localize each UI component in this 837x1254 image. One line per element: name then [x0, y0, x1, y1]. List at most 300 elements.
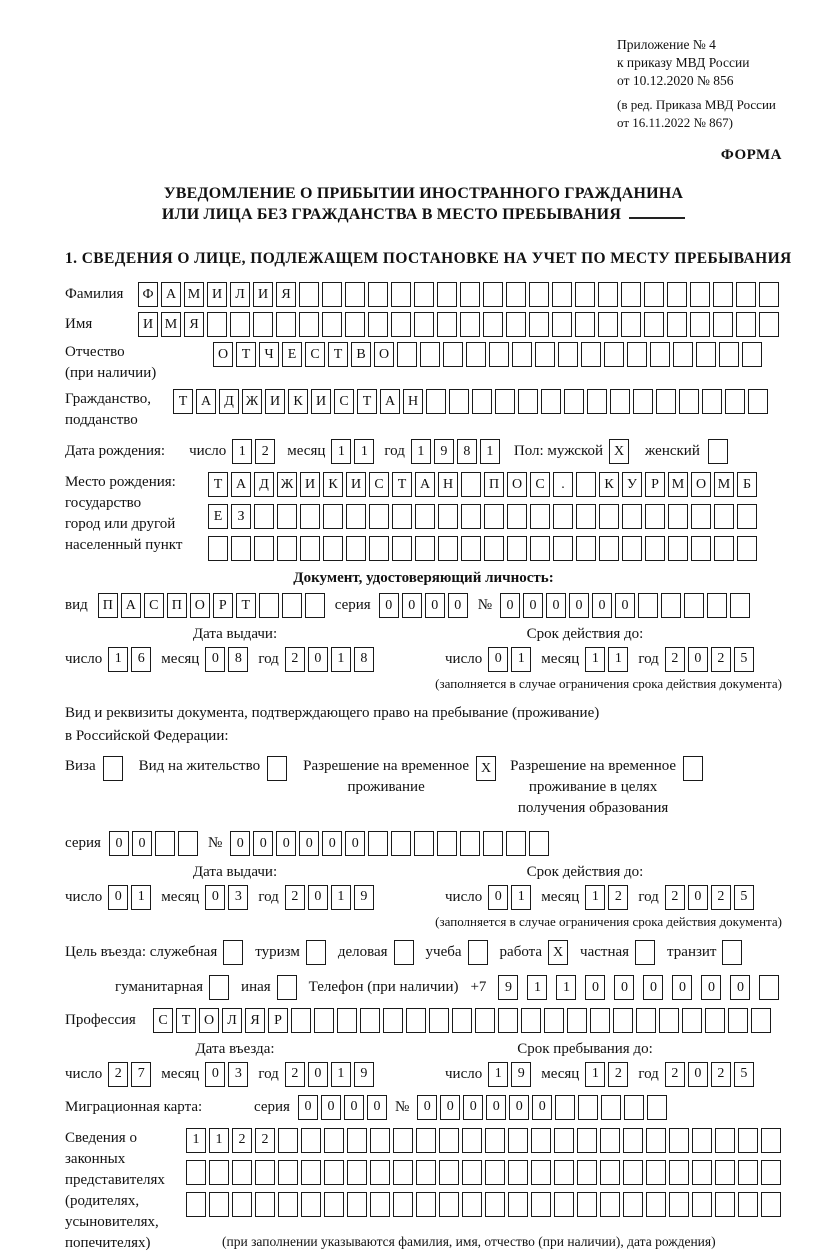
char-cell[interactable]: [186, 1160, 206, 1185]
char-cell[interactable]: 0: [321, 1095, 341, 1120]
checkbox-visa[interactable]: [103, 756, 123, 781]
char-cell[interactable]: [600, 1128, 620, 1153]
checkbox-purpose-private[interactable]: [635, 940, 655, 965]
char-cell[interactable]: 0: [488, 647, 508, 672]
char-cell[interactable]: Б: [737, 472, 757, 497]
char-cell[interactable]: О: [374, 342, 394, 367]
char-cell[interactable]: [728, 1008, 748, 1033]
char-cell[interactable]: Е: [282, 342, 302, 367]
char-cell[interactable]: [508, 1128, 528, 1153]
char-cell[interactable]: [742, 342, 762, 367]
char-cell[interactable]: 0: [615, 593, 635, 618]
char-cell[interactable]: 5: [734, 1062, 754, 1087]
char-cell[interactable]: 0: [205, 885, 225, 910]
char-cell[interactable]: 0: [614, 975, 634, 1000]
char-cell[interactable]: Е: [208, 504, 228, 529]
char-cell[interactable]: [759, 312, 779, 337]
char-cell[interactable]: М: [668, 472, 688, 497]
checkbox-temp-permit-edu[interactable]: [683, 756, 703, 781]
char-cell[interactable]: [541, 389, 561, 414]
char-cell[interactable]: О: [213, 342, 233, 367]
char-cell[interactable]: [483, 831, 503, 856]
char-cell[interactable]: 8: [457, 439, 477, 464]
char-cell[interactable]: [406, 1008, 426, 1033]
checkbox-purpose-other[interactable]: [277, 975, 297, 1000]
char-cell[interactable]: 2: [255, 1128, 275, 1153]
char-cell[interactable]: 0: [688, 1062, 708, 1087]
char-cell[interactable]: [460, 312, 480, 337]
char-cell[interactable]: 9: [498, 975, 518, 1000]
char-cell[interactable]: [420, 342, 440, 367]
char-cell[interactable]: [531, 1128, 551, 1153]
char-cell[interactable]: [462, 1128, 482, 1153]
char-cell[interactable]: [736, 312, 756, 337]
char-cell[interactable]: Т: [173, 389, 193, 414]
char-cell[interactable]: [646, 1128, 666, 1153]
char-cell[interactable]: [553, 536, 573, 561]
char-cell[interactable]: С: [305, 342, 325, 367]
char-cell[interactable]: 5: [734, 647, 754, 672]
char-cell[interactable]: 1: [331, 439, 351, 464]
char-cell[interactable]: Т: [236, 342, 256, 367]
char-cell[interactable]: 9: [354, 885, 374, 910]
char-cell[interactable]: 0: [701, 975, 721, 1000]
char-cell[interactable]: [623, 1160, 643, 1185]
char-cell[interactable]: [738, 1128, 758, 1153]
char-cell[interactable]: 1: [411, 439, 431, 464]
char-cell[interactable]: [576, 472, 596, 497]
char-cell[interactable]: 3: [228, 885, 248, 910]
char-cell[interactable]: 0: [402, 593, 422, 618]
char-cell[interactable]: [484, 504, 504, 529]
char-cell[interactable]: У: [622, 472, 642, 497]
char-cell[interactable]: [461, 536, 481, 561]
char-cell[interactable]: 9: [434, 439, 454, 464]
char-cell[interactable]: 1: [556, 975, 576, 1000]
checkbox-purpose-transit[interactable]: [722, 940, 742, 965]
char-cell[interactable]: 1: [480, 439, 500, 464]
char-cell[interactable]: [370, 1192, 390, 1217]
char-cell[interactable]: И: [207, 282, 227, 307]
checkbox-purpose-business[interactable]: [394, 940, 414, 965]
char-cell[interactable]: [668, 504, 688, 529]
char-cell[interactable]: [599, 504, 619, 529]
char-cell[interactable]: [707, 593, 727, 618]
char-cell[interactable]: [278, 1160, 298, 1185]
char-cell[interactable]: [259, 593, 279, 618]
char-cell[interactable]: [438, 536, 458, 561]
char-cell[interactable]: [622, 536, 642, 561]
char-cell[interactable]: Ф: [138, 282, 158, 307]
char-cell[interactable]: [346, 536, 366, 561]
char-cell[interactable]: [483, 312, 503, 337]
char-cell[interactable]: [346, 504, 366, 529]
char-cell[interactable]: 0: [592, 593, 612, 618]
char-cell[interactable]: [369, 536, 389, 561]
char-cell[interactable]: 0: [643, 975, 663, 1000]
checkbox-purpose-official[interactable]: [223, 940, 243, 965]
char-cell[interactable]: 1: [488, 1062, 508, 1087]
char-cell[interactable]: [759, 975, 779, 1000]
char-cell[interactable]: [656, 389, 676, 414]
char-cell[interactable]: [738, 1160, 758, 1185]
char-cell[interactable]: С: [153, 1008, 173, 1033]
char-cell[interactable]: [659, 1008, 679, 1033]
char-cell[interactable]: [452, 1008, 472, 1033]
char-cell[interactable]: [691, 504, 711, 529]
char-cell[interactable]: 0: [688, 885, 708, 910]
char-cell[interactable]: [529, 282, 549, 307]
char-cell[interactable]: [299, 282, 319, 307]
char-cell[interactable]: [276, 312, 296, 337]
char-cell[interactable]: [397, 342, 417, 367]
char-cell[interactable]: 2: [711, 647, 731, 672]
char-cell[interactable]: А: [380, 389, 400, 414]
char-cell[interactable]: 1: [209, 1128, 229, 1153]
char-cell[interactable]: [322, 282, 342, 307]
char-cell[interactable]: 6: [131, 647, 151, 672]
char-cell[interactable]: [391, 831, 411, 856]
char-cell[interactable]: [305, 593, 325, 618]
char-cell[interactable]: Ж: [277, 472, 297, 497]
char-cell[interactable]: [644, 282, 664, 307]
char-cell[interactable]: А: [415, 472, 435, 497]
char-cell[interactable]: 2: [665, 885, 685, 910]
char-cell[interactable]: [738, 1192, 758, 1217]
char-cell[interactable]: [610, 389, 630, 414]
char-cell[interactable]: И: [138, 312, 158, 337]
char-cell[interactable]: 0: [109, 831, 129, 856]
char-cell[interactable]: [577, 1192, 597, 1217]
char-cell[interactable]: А: [196, 389, 216, 414]
char-cell[interactable]: [484, 536, 504, 561]
char-cell[interactable]: [690, 282, 710, 307]
char-cell[interactable]: [323, 504, 343, 529]
char-cell[interactable]: [544, 1008, 564, 1033]
char-cell[interactable]: Т: [328, 342, 348, 367]
char-cell[interactable]: 1: [527, 975, 547, 1000]
char-cell[interactable]: [719, 342, 739, 367]
char-cell[interactable]: [483, 282, 503, 307]
char-cell[interactable]: [553, 504, 573, 529]
char-cell[interactable]: [391, 282, 411, 307]
char-cell[interactable]: [322, 312, 342, 337]
char-cell[interactable]: [645, 536, 665, 561]
char-cell[interactable]: [604, 342, 624, 367]
char-cell[interactable]: 1: [511, 647, 531, 672]
checkbox-male[interactable]: X: [609, 439, 629, 464]
char-cell[interactable]: [472, 389, 492, 414]
char-cell[interactable]: [521, 1008, 541, 1033]
char-cell[interactable]: 0: [345, 831, 365, 856]
char-cell[interactable]: [577, 1160, 597, 1185]
char-cell[interactable]: [692, 1160, 712, 1185]
char-cell[interactable]: 0: [448, 593, 468, 618]
char-cell[interactable]: [439, 1192, 459, 1217]
char-cell[interactable]: 0: [500, 593, 520, 618]
char-cell[interactable]: [555, 1095, 575, 1120]
char-cell[interactable]: 1: [108, 647, 128, 672]
char-cell[interactable]: [598, 282, 618, 307]
char-cell[interactable]: [392, 536, 412, 561]
char-cell[interactable]: [416, 1192, 436, 1217]
char-cell[interactable]: 2: [285, 885, 305, 910]
char-cell[interactable]: Н: [403, 389, 423, 414]
char-cell[interactable]: [460, 282, 480, 307]
char-cell[interactable]: Т: [208, 472, 228, 497]
char-cell[interactable]: 0: [425, 593, 445, 618]
checkbox-purpose-work[interactable]: X: [548, 940, 568, 965]
char-cell[interactable]: [277, 536, 297, 561]
char-cell[interactable]: [460, 831, 480, 856]
char-cell[interactable]: 8: [228, 647, 248, 672]
char-cell[interactable]: [368, 831, 388, 856]
char-cell[interactable]: [696, 342, 716, 367]
char-cell[interactable]: [282, 593, 302, 618]
char-cell[interactable]: 0: [108, 885, 128, 910]
char-cell[interactable]: [507, 536, 527, 561]
char-cell[interactable]: [623, 1128, 643, 1153]
char-cell[interactable]: [690, 312, 710, 337]
char-cell[interactable]: [360, 1008, 380, 1033]
char-cell[interactable]: [600, 1160, 620, 1185]
char-cell[interactable]: [337, 1008, 357, 1033]
char-cell[interactable]: [347, 1160, 367, 1185]
char-cell[interactable]: 0: [230, 831, 250, 856]
char-cell[interactable]: [599, 536, 619, 561]
char-cell[interactable]: 0: [523, 593, 543, 618]
char-cell[interactable]: [324, 1160, 344, 1185]
char-cell[interactable]: 0: [379, 593, 399, 618]
char-cell[interactable]: [646, 1192, 666, 1217]
char-cell[interactable]: [575, 312, 595, 337]
char-cell[interactable]: [437, 831, 457, 856]
char-cell[interactable]: С: [144, 593, 164, 618]
char-cell[interactable]: Т: [176, 1008, 196, 1033]
char-cell[interactable]: Л: [222, 1008, 242, 1033]
char-cell[interactable]: С: [334, 389, 354, 414]
char-cell[interactable]: Н: [438, 472, 458, 497]
char-cell[interactable]: [669, 1160, 689, 1185]
char-cell[interactable]: [461, 472, 481, 497]
char-cell[interactable]: 0: [440, 1095, 460, 1120]
char-cell[interactable]: [601, 1095, 621, 1120]
char-cell[interactable]: [529, 831, 549, 856]
char-cell[interactable]: 2: [608, 1062, 628, 1087]
char-cell[interactable]: 3: [228, 1062, 248, 1087]
char-cell[interactable]: [624, 1095, 644, 1120]
char-cell[interactable]: [439, 1128, 459, 1153]
char-cell[interactable]: [633, 389, 653, 414]
char-cell[interactable]: [531, 1192, 551, 1217]
char-cell[interactable]: [576, 536, 596, 561]
char-cell[interactable]: [737, 504, 757, 529]
char-cell[interactable]: 5: [734, 885, 754, 910]
char-cell[interactable]: [530, 536, 550, 561]
checkbox-purpose-tourism[interactable]: [306, 940, 326, 965]
char-cell[interactable]: 0: [509, 1095, 529, 1120]
char-cell[interactable]: [578, 1095, 598, 1120]
char-cell[interactable]: О: [190, 593, 210, 618]
char-cell[interactable]: [531, 1160, 551, 1185]
char-cell[interactable]: [278, 1192, 298, 1217]
char-cell[interactable]: [554, 1128, 574, 1153]
char-cell[interactable]: Л: [230, 282, 250, 307]
char-cell[interactable]: 0: [417, 1095, 437, 1120]
char-cell[interactable]: [414, 312, 434, 337]
char-cell[interactable]: [507, 504, 527, 529]
char-cell[interactable]: [647, 1095, 667, 1120]
char-cell[interactable]: [368, 282, 388, 307]
char-cell[interactable]: 2: [285, 647, 305, 672]
char-cell[interactable]: 1: [331, 1062, 351, 1087]
char-cell[interactable]: В: [351, 342, 371, 367]
char-cell[interactable]: [347, 1128, 367, 1153]
char-cell[interactable]: Р: [645, 472, 665, 497]
char-cell[interactable]: [485, 1192, 505, 1217]
char-cell[interactable]: [437, 312, 457, 337]
char-cell[interactable]: [761, 1160, 781, 1185]
char-cell[interactable]: Я: [184, 312, 204, 337]
char-cell[interactable]: [598, 312, 618, 337]
char-cell[interactable]: [299, 312, 319, 337]
char-cell[interactable]: [621, 312, 641, 337]
char-cell[interactable]: [415, 536, 435, 561]
char-cell[interactable]: М: [184, 282, 204, 307]
char-cell[interactable]: [443, 342, 463, 367]
char-cell[interactable]: [650, 342, 670, 367]
char-cell[interactable]: [621, 282, 641, 307]
char-cell[interactable]: [627, 342, 647, 367]
char-cell[interactable]: [552, 312, 572, 337]
char-cell[interactable]: [155, 831, 175, 856]
checkbox-temp-permit[interactable]: X: [476, 756, 496, 781]
char-cell[interactable]: [713, 282, 733, 307]
char-cell[interactable]: 0: [308, 1062, 328, 1087]
char-cell[interactable]: О: [507, 472, 527, 497]
char-cell[interactable]: [508, 1192, 528, 1217]
char-cell[interactable]: [232, 1192, 252, 1217]
char-cell[interactable]: [714, 504, 734, 529]
char-cell[interactable]: [230, 312, 250, 337]
char-cell[interactable]: К: [323, 472, 343, 497]
char-cell[interactable]: [529, 312, 549, 337]
char-cell[interactable]: И: [346, 472, 366, 497]
char-cell[interactable]: 1: [186, 1128, 206, 1153]
char-cell[interactable]: 2: [285, 1062, 305, 1087]
char-cell[interactable]: [667, 282, 687, 307]
char-cell[interactable]: [209, 1192, 229, 1217]
char-cell[interactable]: [748, 389, 768, 414]
char-cell[interactable]: 0: [488, 885, 508, 910]
char-cell[interactable]: [466, 342, 486, 367]
char-cell[interactable]: [682, 1008, 702, 1033]
char-cell[interactable]: [600, 1192, 620, 1217]
char-cell[interactable]: [668, 536, 688, 561]
char-cell[interactable]: [554, 1160, 574, 1185]
checkbox-purpose-study[interactable]: [468, 940, 488, 965]
char-cell[interactable]: [730, 593, 750, 618]
char-cell[interactable]: З: [231, 504, 251, 529]
char-cell[interactable]: [254, 504, 274, 529]
char-cell[interactable]: [301, 1192, 321, 1217]
char-cell[interactable]: [324, 1192, 344, 1217]
char-cell[interactable]: [751, 1008, 771, 1033]
char-cell[interactable]: [622, 504, 642, 529]
char-cell[interactable]: [370, 1160, 390, 1185]
char-cell[interactable]: И: [253, 282, 273, 307]
char-cell[interactable]: 1: [354, 439, 374, 464]
char-cell[interactable]: [255, 1160, 275, 1185]
char-cell[interactable]: 2: [108, 1062, 128, 1087]
char-cell[interactable]: И: [311, 389, 331, 414]
char-cell[interactable]: [370, 1128, 390, 1153]
char-cell[interactable]: [673, 342, 693, 367]
char-cell[interactable]: 1: [585, 1062, 605, 1087]
char-cell[interactable]: [702, 389, 722, 414]
char-cell[interactable]: [684, 593, 704, 618]
char-cell[interactable]: [506, 282, 526, 307]
char-cell[interactable]: [345, 312, 365, 337]
char-cell[interactable]: [508, 1160, 528, 1185]
char-cell[interactable]: О: [199, 1008, 219, 1033]
char-cell[interactable]: [577, 1128, 597, 1153]
char-cell[interactable]: 0: [546, 593, 566, 618]
char-cell[interactable]: 9: [354, 1062, 374, 1087]
char-cell[interactable]: [301, 1128, 321, 1153]
char-cell[interactable]: 2: [665, 647, 685, 672]
char-cell[interactable]: [692, 1128, 712, 1153]
char-cell[interactable]: 0: [308, 647, 328, 672]
char-cell[interactable]: [300, 536, 320, 561]
char-cell[interactable]: [669, 1192, 689, 1217]
char-cell[interactable]: Я: [276, 282, 296, 307]
char-cell[interactable]: [255, 1192, 275, 1217]
char-cell[interactable]: И: [300, 472, 320, 497]
char-cell[interactable]: [278, 1128, 298, 1153]
char-cell[interactable]: [391, 312, 411, 337]
char-cell[interactable]: 1: [585, 647, 605, 672]
char-cell[interactable]: 0: [298, 1095, 318, 1120]
char-cell[interactable]: С: [369, 472, 389, 497]
char-cell[interactable]: А: [231, 472, 251, 497]
char-cell[interactable]: 1: [331, 647, 351, 672]
char-cell[interactable]: [691, 536, 711, 561]
char-cell[interactable]: [475, 1008, 495, 1033]
char-cell[interactable]: [383, 1008, 403, 1033]
char-cell[interactable]: [277, 504, 297, 529]
char-cell[interactable]: А: [121, 593, 141, 618]
char-cell[interactable]: [575, 282, 595, 307]
char-cell[interactable]: [347, 1192, 367, 1217]
char-cell[interactable]: [669, 1128, 689, 1153]
char-cell[interactable]: 0: [299, 831, 319, 856]
char-cell[interactable]: [232, 1160, 252, 1185]
char-cell[interactable]: 2: [665, 1062, 685, 1087]
char-cell[interactable]: [725, 389, 745, 414]
char-cell[interactable]: [692, 1192, 712, 1217]
char-cell[interactable]: [253, 312, 273, 337]
char-cell[interactable]: [393, 1128, 413, 1153]
char-cell[interactable]: [644, 312, 664, 337]
char-cell[interactable]: [415, 504, 435, 529]
char-cell[interactable]: [368, 312, 388, 337]
char-cell[interactable]: И: [265, 389, 285, 414]
char-cell[interactable]: Т: [236, 593, 256, 618]
checkbox-residence-permit[interactable]: [267, 756, 287, 781]
char-cell[interactable]: [301, 1160, 321, 1185]
char-cell[interactable]: [323, 536, 343, 561]
